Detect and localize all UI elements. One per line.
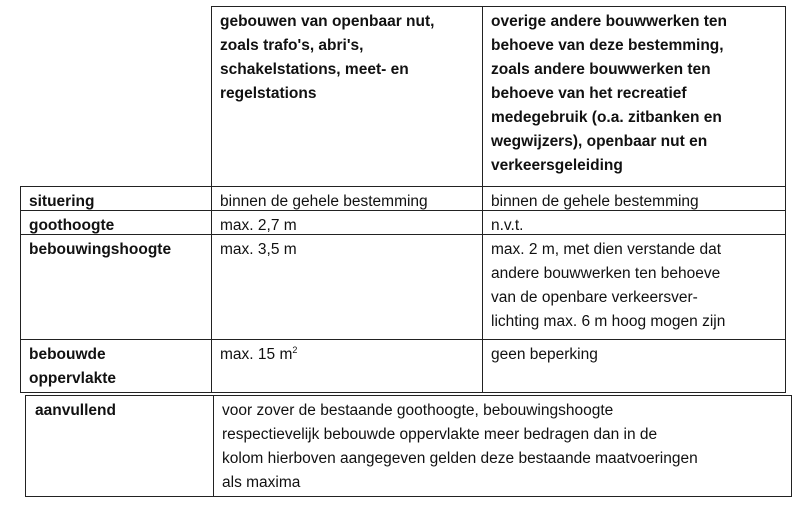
- aanvullend-label: aanvullend: [35, 402, 116, 419]
- grid-line-row4-bottom: [20, 392, 786, 393]
- row-goothoogte-col2: max. 2,7 m: [220, 217, 297, 234]
- grid-line-col3-left: [482, 6, 483, 393]
- grid-line-header-bottom: [20, 186, 786, 187]
- oppervlakte-value: max. 15 m: [220, 346, 293, 363]
- grid-line-row3-bottom: [20, 339, 786, 340]
- grid-line-row1-bottom: [20, 210, 786, 211]
- aanvullend-text: voor zover de bestaande goothoogte, bebouwingshoogte respectievelijk bebouwde oppervlakte meer bedragen dan in de kolom hierboven aangegeven gelden deze bestaande maatvoeringen als maxima: [222, 402, 698, 491]
- header-col-overige: overige andere bouwwerken ten behoeve van deze bestemming, zoals andere bouwwerken ten behoeve van het recreatief medegebruik (o.a. zitbanken en wegwijzers), openbaar nut en verkeersgeleiding: [491, 13, 728, 174]
- row-situering-col2: binnen de gehele bestemming: [220, 193, 428, 210]
- grid-line-left: [20, 186, 21, 393]
- aanvullend-line-right: [791, 395, 792, 497]
- row-bebouwingshoogte-col2: max. 3,5 m: [220, 241, 297, 258]
- row-goothoogte-col3: n.v.t.: [491, 217, 524, 234]
- row-label-bebouwde-oppervlakte: bebouwde oppervlakte: [29, 346, 117, 387]
- row-bebouwingshoogte-col3: max. 2 m, met dien verstande dat andere bouwwerken ten behoeve van de openbare verkeersver- lichting max. 6 m hoog mogen zijn: [491, 241, 726, 330]
- aanvullend-line-mid: [213, 395, 214, 497]
- header-col-gebouwen: gebouwen van openbaar nut, zoals trafo's, abri's, schakelstations, meet- en regelstations: [220, 13, 435, 102]
- row-situering-col3: binnen de gehele bestemming: [491, 193, 699, 210]
- grid-line-right: [785, 6, 786, 393]
- grid-line-top: [211, 6, 786, 7]
- row-label-situering: situering: [29, 193, 95, 210]
- row-oppervlakte-col3: geen beperking: [491, 346, 598, 363]
- oppervlakte-superscript: 2: [292, 344, 298, 355]
- row-oppervlakte-col2: [213, 340, 483, 367]
- grid-line-col2-left: [211, 6, 212, 393]
- grid-line-row2-bottom: [20, 234, 786, 235]
- aanvullend-line-left: [25, 395, 26, 497]
- row-label-goothoogte: goothoogte: [29, 217, 115, 234]
- aanvullend-line-top: [25, 395, 792, 396]
- row-label-bebouwingshoogte: bebouwingshoogte: [29, 241, 172, 258]
- aanvullend-line-bottom: [25, 496, 792, 497]
